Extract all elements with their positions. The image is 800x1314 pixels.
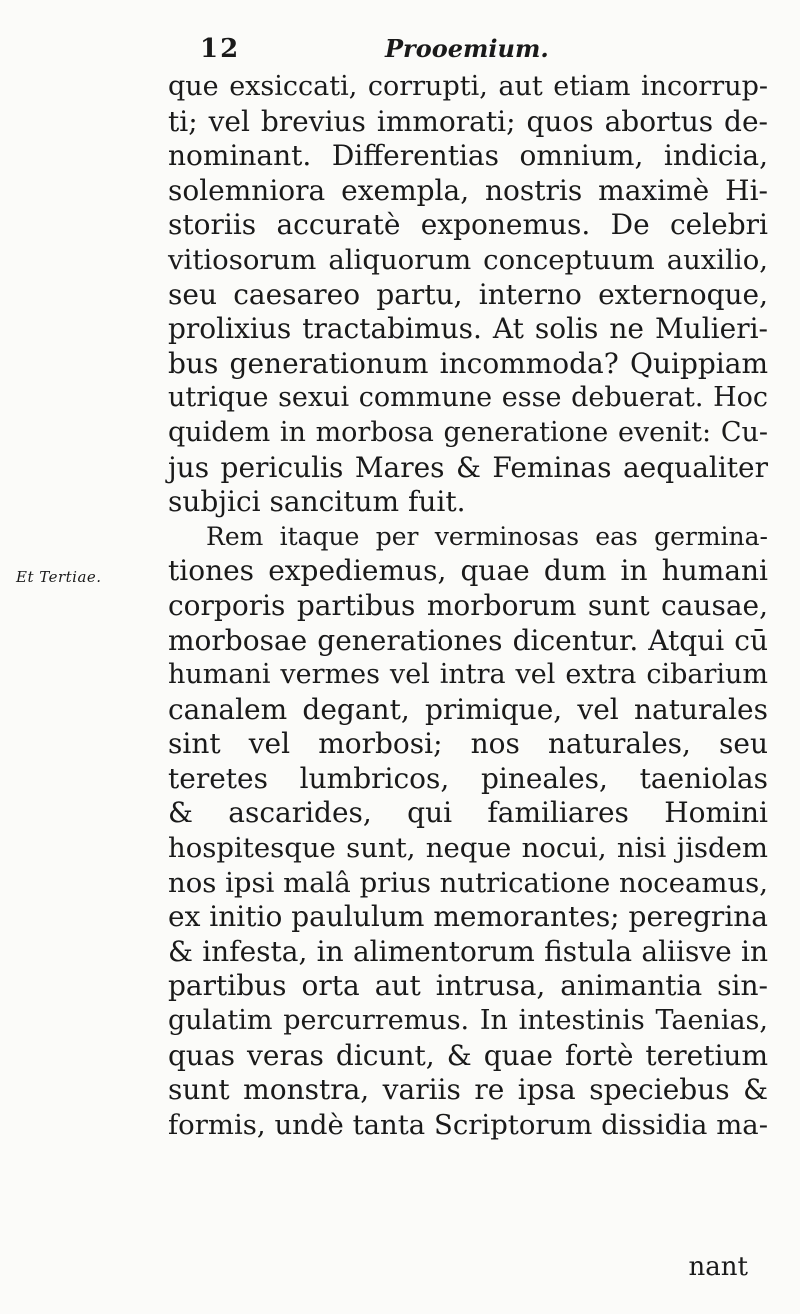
text-line: vitiosorum aliquorum conceptuum auxilio, <box>168 243 768 276</box>
text-line: bus generationum incommoda? Quippiam <box>168 346 768 380</box>
text-line: & ascarides, qui familiares Homini <box>168 796 768 830</box>
text-line: jus periculis Mares & Feminas aequaliter <box>168 450 768 484</box>
text-line: corporis partibus morborum sunt causae, <box>168 588 768 622</box>
margin-note: Et Tertiae. <box>16 568 102 586</box>
text-line: subjici sancitum fuit. <box>168 485 466 519</box>
text-line: quas veras dicunt, & quae fortè teretium <box>168 1038 768 1072</box>
page-header <box>200 30 760 66</box>
text-line: humani vermes vel intra vel extra cibarium <box>168 659 768 691</box>
text-line: partibus orta aut intrusa, animantia sin- <box>168 969 768 1003</box>
catchword: nant <box>688 1252 748 1282</box>
text-line: ti; vel brevius immorati; quos abortus de- <box>168 104 768 138</box>
text-line: gulatim percurremus. In intestinis Taenias, <box>168 1005 768 1037</box>
text-line: sint vel morbosi; nos naturales, seu <box>168 727 768 761</box>
text-line: utrique sexui commune esse debuerat. Hoc <box>168 382 768 414</box>
text-line: seu caesareo partu, interno externoque, <box>168 277 768 311</box>
text-line: sunt monstra, variis re ipsa speciebus & <box>168 1073 768 1107</box>
text-line: Rem itaque per verminosas eas germina- <box>206 521 768 551</box>
body-text <box>168 70 768 1142</box>
text-line: morbosae generationes dicentur. Atqui cū <box>168 623 768 657</box>
text-line: tiones expediemus, quae dum in humani <box>168 554 768 588</box>
text-line: hospitesque sunt, neque nocui, nisi jisdem <box>168 832 768 865</box>
text-line: ex initio paululum memorantes; peregrina <box>168 900 768 934</box>
running-head: Prooemium. <box>385 34 549 63</box>
text-line: nominant. Differentias omnium, indicia, <box>168 139 768 173</box>
text-line: formis, undè tanta Scriptorum dissidia ma- <box>168 1108 768 1141</box>
text-line: teretes lumbricos, pineales, taeniolas <box>168 761 768 795</box>
text-line: storiis accuratè exponemus. De celebri <box>168 208 768 242</box>
text-line: quidem in morbosa generatione evenit: Cu- <box>168 416 768 448</box>
page-number: 12 <box>200 34 241 64</box>
text-line: & infesta, in alimentorum fistula aliisve in <box>168 934 768 968</box>
text-line: solemniora exempla, nostris maximè Hi- <box>168 173 768 207</box>
text-line: canalem degant, primique, vel naturales <box>168 692 768 726</box>
text-line: prolixius tractabimus. At solis ne Mulieri- <box>168 312 768 346</box>
text-line: que exsiccati, corrupti, aut etiam incorrup- <box>168 71 768 102</box>
text-line: nos ipsi malâ prius nutricatione noceamus, <box>168 866 769 899</box>
